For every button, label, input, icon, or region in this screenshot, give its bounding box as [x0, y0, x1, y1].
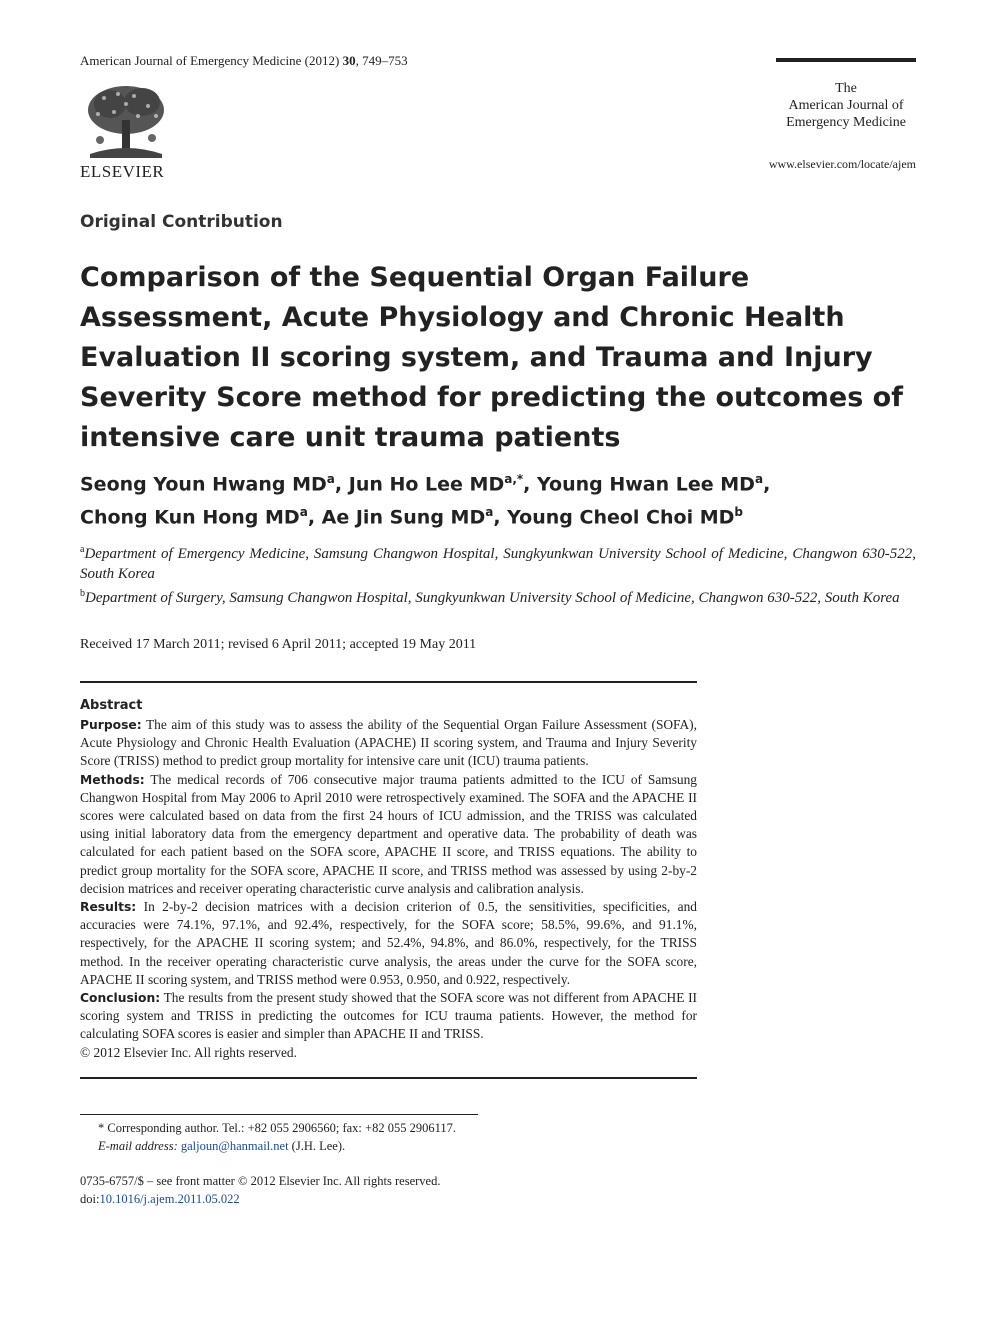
journal-name-line1: The	[835, 81, 857, 96]
abstract-heading: Abstract	[80, 698, 143, 713]
citation-volume: 30	[342, 53, 356, 68]
author-separator: ,	[493, 506, 508, 529]
abstract-top-rule	[80, 681, 697, 683]
author-affiliation-mark: a	[754, 472, 764, 486]
corresponding-author-footnote	[80, 1119, 500, 1155]
author-name[interactable]: Young Cheol Choi MD	[507, 506, 735, 529]
affiliation	[80, 584, 916, 609]
email-link[interactable]: galjoun@hanmail.net	[180, 1139, 289, 1153]
email-line	[80, 1137, 500, 1155]
journal-name-line3: Emergency Medicine	[786, 115, 906, 130]
journal-name[interactable]	[776, 80, 916, 131]
footnote-rule	[80, 1114, 478, 1115]
purpose-label: Purpose:	[80, 718, 142, 732]
author-affiliation-mark: a	[326, 472, 335, 486]
article-type: Original Contribution	[80, 212, 283, 232]
author-separator: ,	[307, 506, 322, 529]
conclusion-text: The results from the present study showed that the SOFA score was not different from APACHE II scoring system and TRISS in predicting the outcomes for ICU trauma patients. However, the method for calculating SOFA scores is easier and simpler than APACHE II and TRISS.	[80, 990, 697, 1042]
abstract-copyright: © 2012 Elsevier Inc. All rights reserved.	[80, 1044, 297, 1060]
author-name[interactable]: Young Hwan Lee MD	[537, 473, 755, 496]
doi-prefix: doi:	[80, 1192, 100, 1206]
author-name[interactable]: Ae Jin Sung MD	[321, 506, 486, 529]
author-name[interactable]: Seong Youn Hwang MD	[80, 473, 327, 496]
publisher-name: ELSEVIER	[80, 162, 165, 181]
affiliation-mark: a	[80, 544, 85, 555]
journal-url[interactable]: www.elsevier.com/locate/ajem	[768, 157, 916, 171]
elsevier-tree-icon	[80, 80, 172, 160]
front-matter	[80, 1172, 540, 1208]
elsevier-logo[interactable]	[80, 80, 172, 182]
author-list	[80, 465, 920, 532]
journal-header-rule	[776, 58, 916, 62]
article-title: Comparison of the Sequential Organ Failure Assessment, Acute Physiology and Chronic Health Evaluation II scoring system, and Trauma and Injury Severity Score method for predicting the outcomes of intensive care unit trauma patients	[80, 262, 903, 453]
author-affiliation-mark: a	[299, 505, 308, 520]
affiliation	[80, 540, 916, 584]
abstract-results	[80, 898, 697, 989]
author-affiliation-mark: a,*	[504, 472, 524, 486]
doi-link[interactable]: 10.1016/j.ajem.2011.05.022	[99, 1192, 240, 1206]
author-separator: ,	[334, 473, 349, 496]
citation-pages: , 749–753	[355, 53, 408, 68]
received-dates: Received 17 March 2011; revised 6 April 2011; accepted 19 May 2011	[80, 637, 477, 652]
journal-name-line2: American Journal of	[788, 98, 904, 113]
results-label: Results:	[80, 900, 137, 915]
email-label: E-mail address:	[98, 1139, 178, 1153]
affiliation-text: Department of Surgery, Samsung Changwon Hospital, Sungkyunkwan University School of Medicine, Changwon 630-522, South Korea	[85, 590, 900, 606]
affiliation-text: Department of Emergency Medicine, Samsung Changwon Hospital, Sungkyunkwan University School of Medicine, Changwon 630-522, South Korea	[80, 546, 916, 582]
author-affiliation-mark: b	[734, 505, 743, 520]
corresponding-author-line: * Corresponding author. Tel.: +82 055 2906560; fax: +82 055 2906117.	[98, 1121, 456, 1135]
abstract-bottom-rule	[80, 1077, 697, 1079]
author-name[interactable]: Chong Kun Hong MD	[80, 506, 300, 529]
results-text: In 2-by-2 decision matrices with a decision criterion of 0.5, the sensitivities, specificities, and accuracies were 74.1%, 97.1%, and 92.4%, respectively, for the SOFA score; 58.5%, 99.6%, and 91.1%, respectively, for the APACHE II scoring system; and 52.4%, 94.8%, and 86.0%, respectively, for the TRISS method. In the receiver operating characteristic curve analysis, the areas under the curve for the SOFA score, APACHE II scoring system, and TRISS method were 0.953, 0.950, and 0.922, respectively.	[80, 899, 697, 987]
issn-line: 0735-6757/$ – see front matter © 2012 Elsevier Inc. All rights reserved.	[80, 1174, 441, 1188]
abstract-body	[80, 716, 697, 1062]
affiliations	[80, 540, 916, 609]
conclusion-label: Conclusion:	[80, 991, 161, 1006]
citation-text: American Journal of Emergency Medicine (2012)	[80, 53, 340, 68]
author-affiliation-mark: a	[485, 505, 494, 520]
journal-citation	[80, 53, 408, 69]
abstract-methods	[80, 771, 697, 898]
purpose-text: The aim of this study was to assess the ability of the Sequential Organ Failure Assessment (SOFA), Acute Physiology and Chronic Health Evaluation (APACHE) II scoring system, and Trauma and Injury Severity Score (TRISS) method to predict group mortality for intensive care unit (ICU) trauma patients.	[80, 717, 697, 769]
doi-line	[80, 1190, 540, 1208]
author-name[interactable]: Jun Ho Lee MD	[348, 473, 505, 496]
methods-text: The medical records of 706 consecutive major trauma patients admitted to the ICU of Samsung Changwon Hospital from May 2006 to April 2010 were retrospectively examined. The SOFA and the APACHE II scores were calculated based on data from the first 24 hours of ICU admission, and the TRISS was calculated using initial laboratory data from the emergency department and operative data. The probability of death was calculated for each patient based on the SOFA score, APACHE II score, and TRISS equations. The ability to predict group mortality for the SOFA score, APACHE II score, and TRISS method was assessed by using 2-by-2 decision matrices and receiver operating characteristic curve analysis and calibration analysis.	[80, 771, 697, 896]
affiliation-mark: b	[80, 588, 85, 599]
author-separator: ,	[523, 473, 538, 496]
abstract-purpose	[80, 716, 697, 771]
methods-label: Methods:	[80, 772, 145, 787]
abstract-conclusion	[80, 989, 697, 1044]
author-separator: ,	[763, 473, 771, 496]
email-suffix: (J.H. Lee).	[288, 1139, 346, 1153]
